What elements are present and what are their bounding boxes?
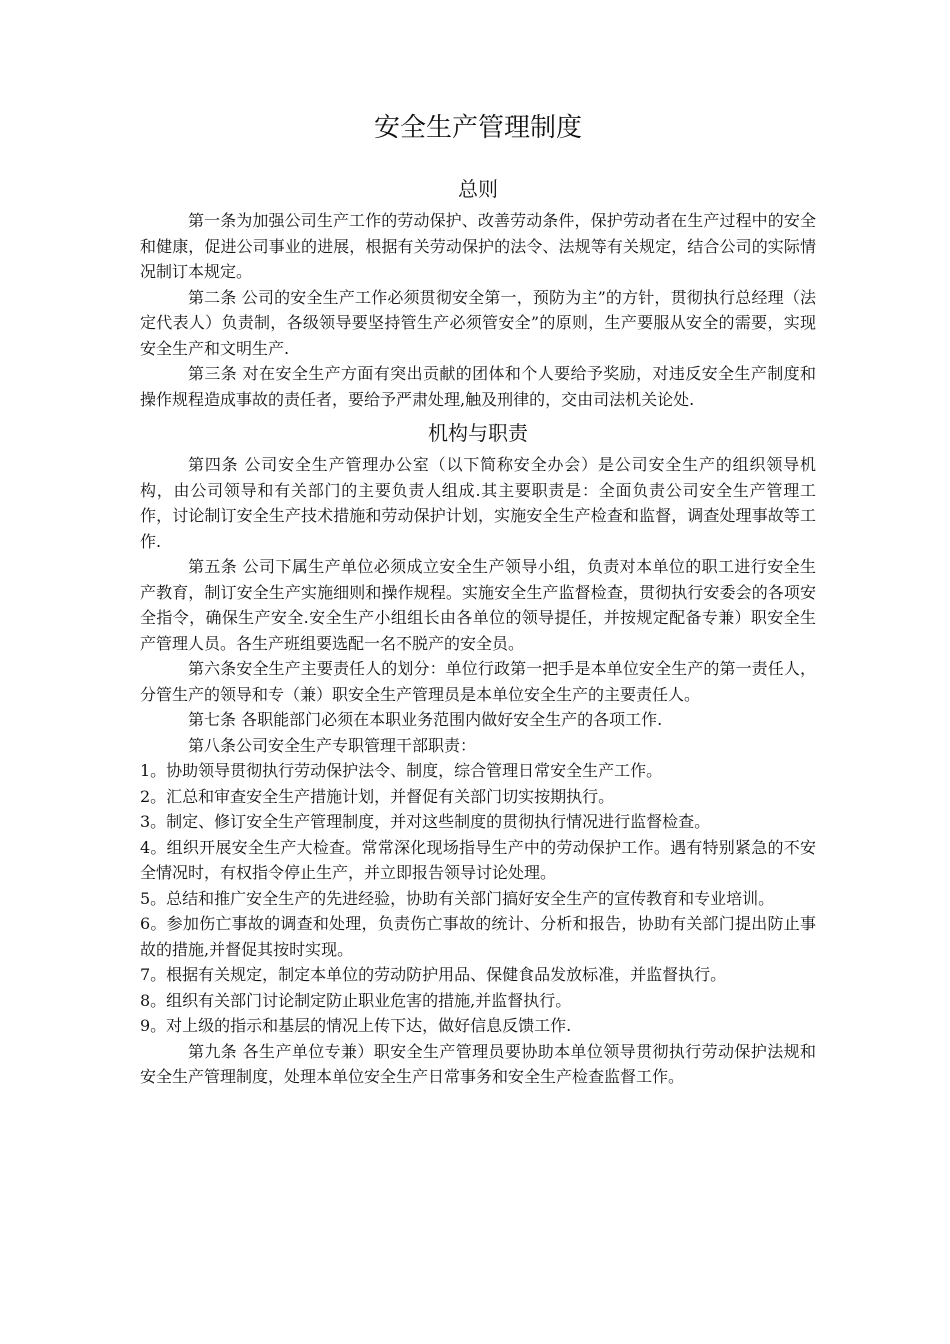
- duty-item: 7。根据有关规定，制定本单位的劳动防护用品、保健食品发放标准，并监督执行。: [140, 965, 727, 984]
- article-5: 第五条 公司下属生产单位必须成立安全生产领导小组，负责对本单位的职工进行安全生产教育，制订安全生产实施细则和操作规程。实施安全生产监督检查，贯彻执行安委会的各项安全指令，确保生产安全.安全生产小组组长由各单位的领导提任，并按规定配备专兼）职安全生产管理人员。各生产班组要选配一名不脱产的安全员。: [140, 557, 816, 653]
- duty-item: 1。协助领导贯彻执行劳动保护法令、制度，综合管理日常安全生产工作。: [140, 761, 663, 780]
- article-2: 第二条 公司的安全生产工作必须贯彻安全第一，预防为主”的方针，贯彻执行总经理（法定代表人）负责制，各级领导要坚持管生产必须管安全”的原则，生产要服从安全的需要，实现安全生产和文明生产.: [140, 287, 816, 358]
- article-6: 第六条安全生产主要责任人的划分：单位行政第一把手是本单位安全生产的第一责任人，分管生产的领导和专（兼）职安全生产管理员是本单位安全生产的主要责任人。: [140, 659, 816, 704]
- article-3: 第三条 对在安全生产方面有突出贡献的团体和个人要给予奖励，对违反安全生产制度和操作规程造成事故的责任者，要给予严肃处理,触及刑律的，交由司法机关论处.: [140, 364, 816, 409]
- document-page: [140, 108, 816, 1090]
- article-4: 第四条 公司安全生产管理办公室（以下简称安全办会）是公司安全生产的组织领导机构，由公司领导和有关部门的主要负责人组成.其主要职责是：全面负责公司安全生产管理工作，讨论制订安全生产技术措施和劳动保护计划，实施安全生产检查和监督，调查处理事故等工作.: [140, 455, 816, 551]
- article-9: 第九条 各生产单位专兼）职安全生产管理员要协助本单位领导贯彻执行劳动保护法规和安全生产管理制度，处理本单位安全生产日常事务和安全生产检查监督工作。: [140, 1041, 816, 1086]
- duty-item: 6。参加伤亡事故的调查和处理，负责伤亡事故的统计、分析和报告，协助有关部门提出防止事故的措施,并督促其按时实现。: [140, 914, 816, 959]
- duty-item: 8。组织有关部门讨论制定防止职业危害的措施,并监督执行。: [140, 990, 572, 1010]
- duty-item: 9。对上级的指示和基层的情况上传下达，做好信息反馈工作.: [140, 1016, 572, 1035]
- duty-item: 3。制定、修订安全生产管理制度，并对这些制度的贯彻执行情况进行监督检查。: [140, 812, 711, 831]
- article-7: 第七条 各职能部门必须在本职业务范围内做好安全生产的各项工作.: [188, 710, 663, 729]
- duty-item: 4。组织开展安全生产大检查。常常深化现场指导生产中的劳动保护工作。遇有特别紧急的不安全情况时，有权指令停止生产，并立即报告领导讨论处理。: [140, 837, 816, 882]
- duty-item: 5。总结和推广安全生产的先进经验，协助有关部门搞好安全生产的宣传教育和专业培训。: [140, 888, 775, 908]
- article-1: 第一条为加强公司生产工作的劳动保护、改善劳动条件，保护劳动者在生产过程中的安全和健康，促进公司事业的进展，根据有关劳动保护的法令、法规等有关规定，结合公司的实际情况制订本规定。: [140, 211, 816, 281]
- section-heading-organization: 机构与职责: [428, 421, 528, 445]
- document-title: 安全生产管理制度: [373, 113, 582, 143]
- article-8: 第八条公司安全生产专职管理干部职责：: [188, 735, 477, 755]
- duty-item: 2。汇总和审查安全生产措施计划，并督促有关部门切实按期执行。: [140, 786, 615, 806]
- section-heading-general: 总则: [458, 177, 498, 201]
